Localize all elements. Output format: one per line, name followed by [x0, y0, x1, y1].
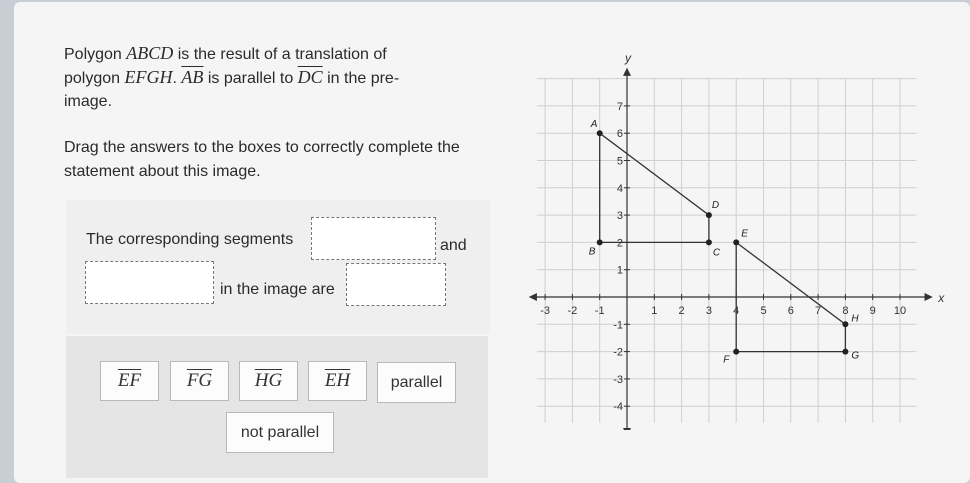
point-a [597, 130, 603, 136]
point-label-g: G [851, 350, 860, 362]
coordinate-graph [516, 40, 946, 430]
segment-ab-label: $\overline{AB}$ [181, 67, 204, 87]
tile-hg[interactable]: $\overline{HG}$ [239, 361, 298, 401]
x-tick-label: 4 [733, 305, 740, 317]
y-tick-label: 4 [616, 182, 623, 195]
x-tick-label: 5 [760, 305, 767, 317]
polygon-efgh-label: EFGH [124, 67, 173, 87]
tile-eh[interactable]: $\overline{EH}$ [308, 361, 367, 401]
point-h [842, 321, 848, 327]
point-label-c: C [712, 247, 721, 259]
tile-ef[interactable]: $\overline{EF}$ [100, 361, 159, 401]
drop-box-segment-1[interactable] [311, 217, 436, 260]
point-e [733, 239, 739, 245]
y-axis-arrow [623, 68, 631, 76]
x-tick-label: 7 [815, 305, 822, 317]
y-tick-label: 7 [616, 100, 623, 113]
polygon-abcd-label: ABCD [126, 43, 174, 63]
x-tick-label: 2 [678, 305, 685, 317]
x-tick-label: 1 [651, 305, 658, 317]
x-tick-label: 6 [787, 305, 794, 317]
point-label-e: E [741, 228, 748, 240]
y-tick-label: -4 [613, 401, 623, 414]
segment-dc-label: $\overline{DC}$ [297, 67, 323, 87]
tile-fg[interactable]: $\overline{FG}$ [170, 361, 229, 401]
statement-part2: and [440, 237, 467, 254]
tile-not-parallel[interactable]: not parallel [226, 412, 334, 453]
statement-part3: in the image are [220, 281, 335, 298]
x-tick-label: 10 [893, 305, 907, 317]
point-d [706, 212, 712, 218]
point-label-a: A [590, 119, 598, 131]
y-tick-label: 2 [616, 237, 623, 250]
answer-bank [66, 336, 488, 478]
drop-box-segment-2[interactable] [85, 261, 214, 304]
x-axis-arrow [925, 293, 933, 301]
x-tick-label: -2 [567, 305, 578, 317]
y-tick-label: 3 [616, 210, 623, 223]
tile-parallel[interactable]: parallel [377, 362, 456, 403]
point-label-f: F [723, 354, 730, 366]
question-text: Polygon ABCD is the result of a translation of polygon EFGH. $\overline{AB}$ is parallel to $\overline{DC}$ in the pre- image. [64, 43, 400, 110]
instructions-text: Drag the answers to the boxes to correctly complete the statement about this image. [64, 139, 460, 180]
y-tick-label: 6 [616, 128, 623, 141]
drop-box-relationship[interactable] [346, 263, 446, 306]
y-tick-label: 5 [616, 155, 623, 168]
point-g [842, 349, 848, 355]
y-tick-label: -3 [613, 373, 623, 386]
y-axis-arrow-down [623, 428, 631, 430]
x-tick-label: 3 [705, 305, 712, 317]
x-tick-label: 8 [842, 305, 849, 317]
point-f [733, 349, 739, 355]
point-label-b: B [588, 246, 596, 258]
x-axis-arrow-left [529, 293, 537, 301]
x-tick-label: 9 [869, 305, 876, 317]
y-axis-label: y [625, 51, 631, 66]
y-tick-label: -1 [613, 319, 623, 332]
x-tick-label: -3 [540, 305, 550, 317]
statement-area [66, 200, 490, 334]
y-tick-label: 1 [616, 264, 623, 277]
point-b [597, 239, 603, 245]
point-label-h: H [851, 313, 859, 325]
y-tick-label: -2 [613, 346, 623, 359]
statement-part1: The corresponding segments [86, 231, 294, 248]
point-label-d: D [711, 200, 720, 212]
x-axis-label: x [938, 291, 945, 305]
point-c [706, 239, 712, 245]
x-tick-label: -1 [594, 305, 605, 317]
